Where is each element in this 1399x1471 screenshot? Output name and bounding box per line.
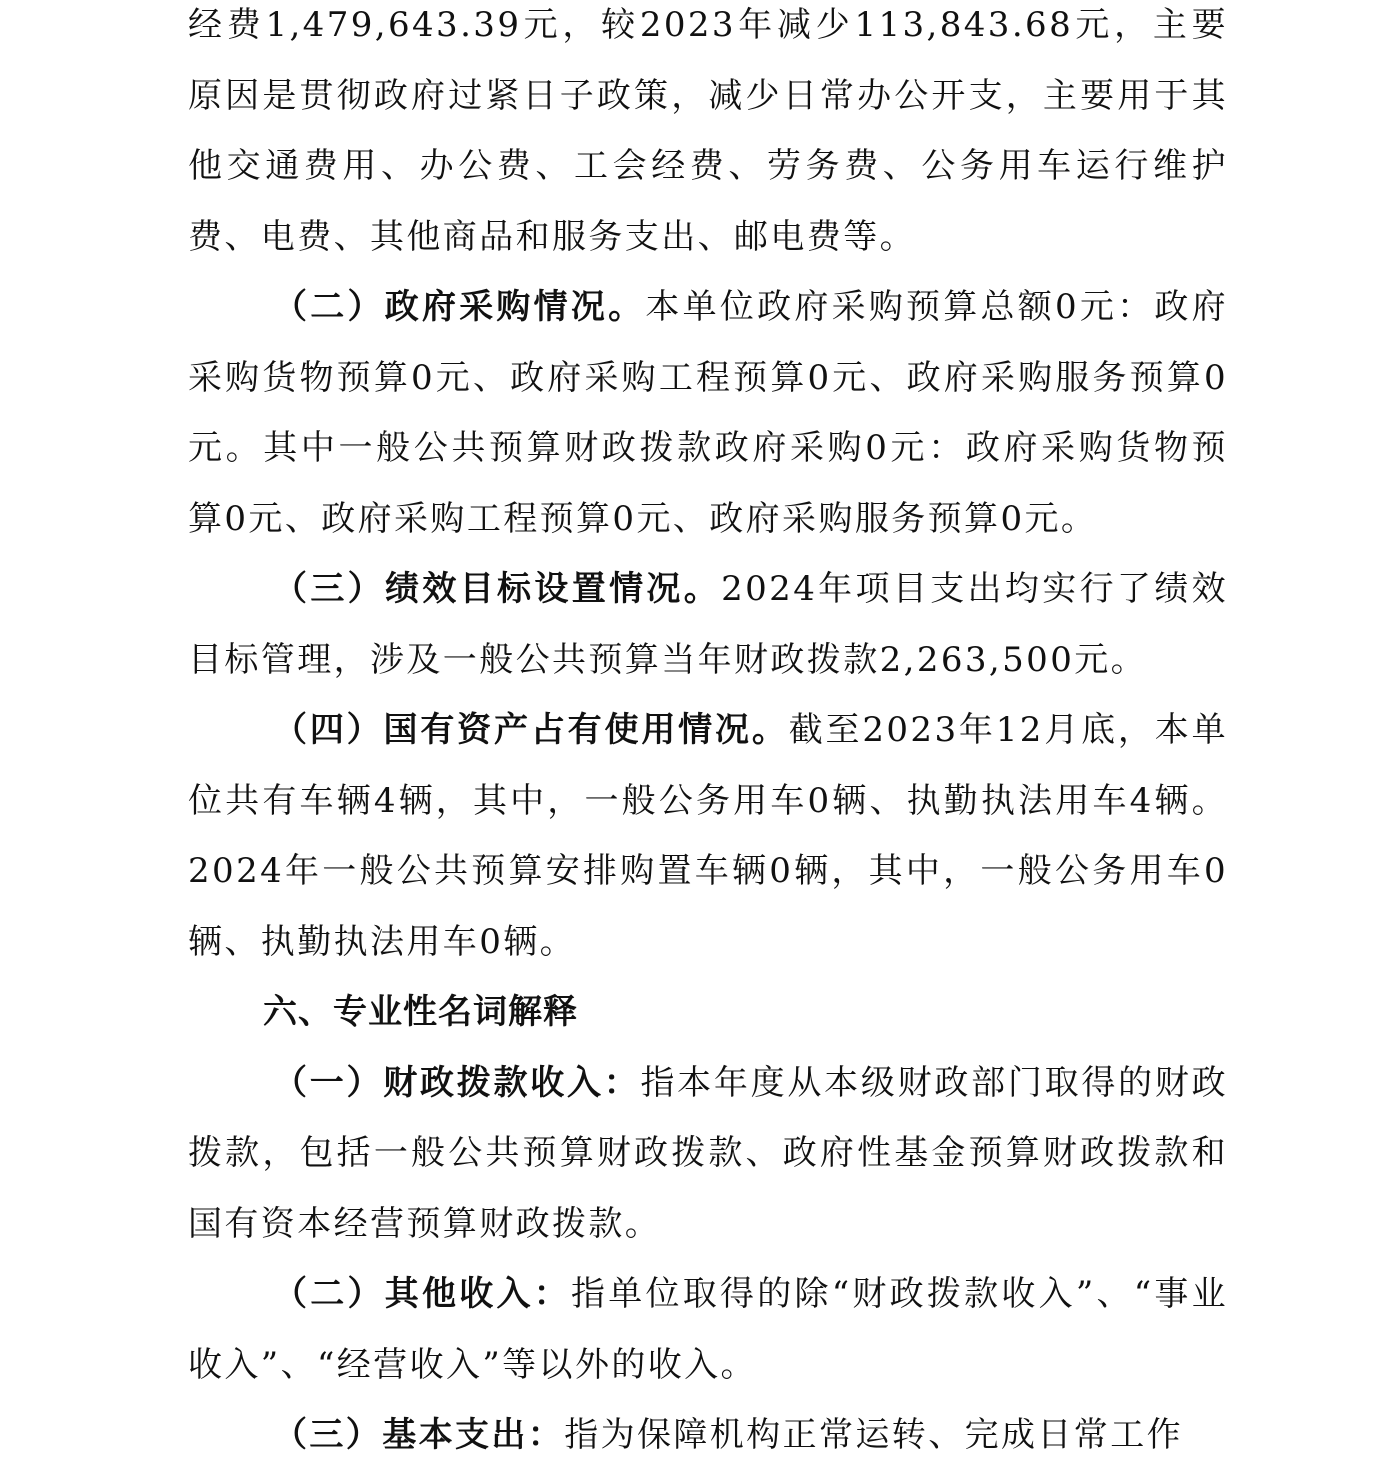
paragraph-state-assets [188, 695, 1228, 977]
paragraph-text: 本单位政府采购预算总额0元：政府采购货物预算0元、政府采购工程预算0元、政府采购服务预算0元。其中一般公共预算财政拨款政府采购0元：政府采购货物预算0元、政府采购工程预算0元、政府采购服务预算0元。 [188, 287, 1229, 539]
paragraph-public-expenses [188, 0, 1228, 272]
paragraph-fiscal-appropriation-income [188, 1048, 1228, 1260]
paragraph-text: 指本年度从本级财政部门取得的财政拨款，包括一般公共预算财政拨款、政府性基金预算财政拨款和国有资本经营预算财政拨款。 [188, 1062, 1228, 1244]
paragraph-text: 截至2023年12月底，本单位共有车辆4辆，其中，一般公务用车0辆、执勤执法用车4辆。2024年一般公共预算安排购置车辆0辆，其中，一般公务用车0辆、执勤执法用车0辆。 [188, 710, 1228, 962]
paragraph-heading: （二）政府采购情况。 [273, 287, 646, 327]
section-heading-glossary: 六、专业性名词解释 [263, 992, 578, 1032]
paragraph-heading: （三）绩效目标设置情况。 [273, 569, 722, 609]
document-page [188, 0, 1228, 1471]
paragraph-heading: （一）财政拨款收入： [273, 1062, 641, 1103]
paragraph-other-income [188, 1259, 1228, 1400]
paragraph-government-procurement [188, 272, 1228, 554]
paragraph-text: 指为保障机构正常运转、完成日常工作 [564, 1415, 1184, 1455]
paragraph-heading: （三）基本支出： [273, 1415, 565, 1455]
paragraph-performance-goals [188, 554, 1228, 695]
paragraph-text: 2024年项目支出均实行了绩效目标管理，涉及一般公共预算当年财政拨款2,263,500元。 [188, 569, 1228, 680]
paragraph-text: 指单位取得的除“财政拨款收入”、“事业收入”、“经营收入”等以外的收入。 [188, 1274, 1228, 1385]
paragraph-heading: （二）其他收入： [273, 1274, 571, 1314]
paragraph-heading: （四）国有资产占有使用情况。 [273, 710, 789, 750]
paragraph-text: 经费1,479,643.39元，较2023年减少113,843.68元，主要原因是贯彻政府过紧日子政策，减少日常办公开支，主要用于其他交通费用、办公费、工会经费、劳务费、公务用车运行维护费、电费、其他商品和服务支出、邮电费等。 [188, 5, 1228, 257]
paragraph-basic-expenditure [188, 1400, 1228, 1471]
